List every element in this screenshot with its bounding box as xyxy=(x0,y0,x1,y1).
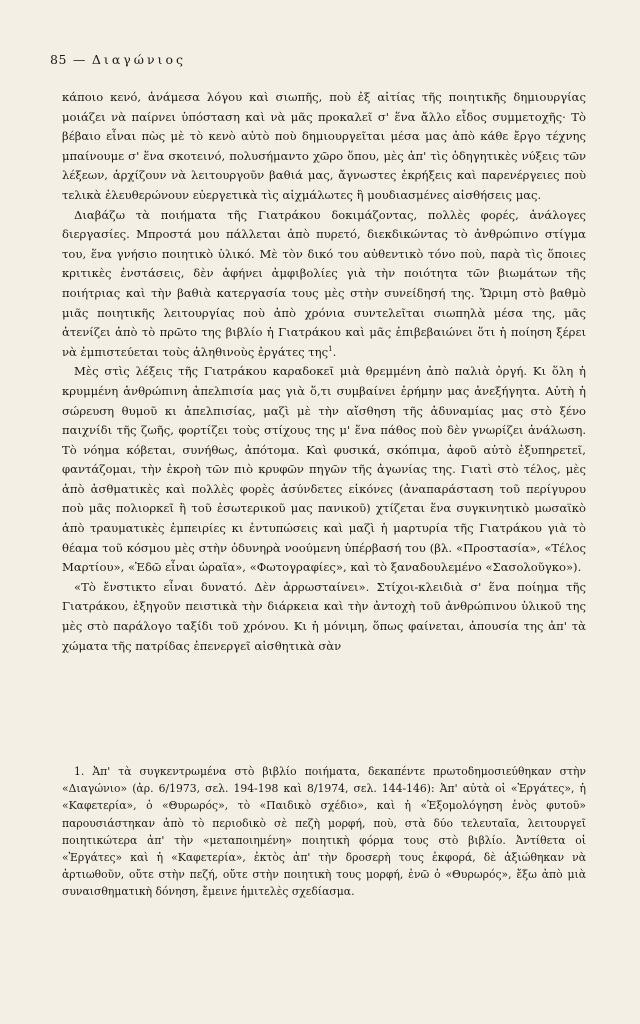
paragraph-1: κάποιο κενό, ἀνάμεσα λόγου καὶ σιωπῆς, ποὺ ἐξ αἰτίας τῆς ποιητικῆς δημιουργίας μοιάζει νὰ παίρνει ὑπόσταση καὶ νὰ μᾶς προκαλεῖ σ' ἕνα ἄλλο εἶδος συμμετοχῆς· Τὸ βέβαιο εἶναι πὼς μὲ τὸ κενὸ αὐτὸ ποὺ δημιουργεῖται μέσα μας ἀπὸ κάθε ἔργο τέχνης μπαίνουμε σ' ἕνα σκοτεινό, πολυσήμαντο χῶρο ὅπου, μὲς ἀπ' τὶς ὁδηγητικὲς νύξεις τῶν λέξεων, ἀρχίζουν νὰ λειτουργοῦν βαθιά μας, ἄγνωστες ἐκρήξεις καὶ παρενέργειες ποὺ τελικὰ ἐλευθερώνουν εὐεργετικὰ τὶς αἰχμάλωτες ἢ μουδιασμένες αἰσθήσεις μας. xyxy=(62,90,586,202)
footnote-section xyxy=(62,763,586,901)
paragraph-3: Μὲς στὶς λέξεις τῆς Γιατράκου καραδοκεῖ μιὰ θρεμμένη ἀπὸ παλιὰ ὀργή. Κι ὅλη ἡ κρυμμένη ἀνθρώπινη ἀπελπισία μας γιὰ ὅ,τι συμβαίνει ἐρήμην μας ἀνεξήγητα. Αὐτὴ ἡ σώρευση θυμοῦ κι ἀπελπισίας, μαζὶ μὲ τὴν αἴσθηση τῆς ἀδυναμίας μας στὸ ξένο παιχνίδι τῆς ζωῆς, φορτίζει τοὺς στίχους της μ' ἕνα πάθος ποὺ δὲν γνωρίζει ἀνάλωση. Τὸ νόημα κόβεται, συνήθως, ἀπότομα. Καὶ φυσικά, σκόπιμα, ἀφοῦ αὐτὸ ἐξυπηρετεῖ, φαντάζομαι, τὴν ἐκροὴ τῶν πιὸ κρυφῶν πηγῶν τῆς ἀγωνίας της. Γιατὶ στὸ τέλος, μὲς ἀπὸ ἀσθματικὲς καὶ πολλὲς φορὲς ἀσύνδετες εἰκόνες (ἀναπαράσταση τοῦ περίγυρου ποὺ μᾶς πολιορκεῖ ἢ τοῦ ἐσωτερικοῦ μας πανικοῦ) χτίζεται ἕνα συγκινητικὸ μωσαϊκὸ ἀπὸ τραυματικὲς ἐμπειρίες κι ἐντυπώσεις καὶ μαζὶ ἡ μαρτυρία τῆς Γιατράκου γιὰ τὸ θέαμα τοῦ κόσμου μὲς στὴν ὀδυνηρὰ νοούμενη ὑπέρβασή του (βλ. «Προστασία», «Τέλος Μαρτίου», «Ἐδῶ εἶναι ὡραῖα», «Φωτογραφίες», καὶ τὸ ξαναδουλεμένο «Σασολοῦγκο»). xyxy=(62,364,586,575)
page-number: 85 xyxy=(50,52,67,67)
paragraph-2-text: Διαβάζω τὰ ποιήματα τῆς Γιατράκου δοκιμάζοντας, πολλὲς φορές, ἀνάλογες διεργασίες. Μπροστά μου πάλλεται ἀπὸ πυρετό, διεκδικώντας τὸ ἀνθρώπινο στίγμα του, ἕνα γνήσιο ποιητικὸ ὑλικό. Μὲ τὸν δικό του αὐθεντικὸ τόνο ποὺ, παρὰ τὶς ὅποιες κριτικὲς ἐνστάσεις, δὲν ἀφήνει ἀμφιβολίες γιὰ τὴν ποιότητα τῶν βιωμάτων τῆς ποιήτριας καὶ τὴν βαθιὰ κατεργασία τους μὲς στὴν συνείδησή της. Ὥριμη στὸ βαθμὸ μιᾶς ποιητικῆς λειτουργίας ποὺ ἀπὸ χρόνια συντελεῖται σιωπηλὰ μέσα της, μᾶς ἀτενίζει ἀπὸ τὸ πρῶτο της βιβλίο ἡ Γιατράκου καὶ μᾶς ἐπιβεβαιώνει ὅτι ἡ ποίηση ξέρει νὰ ἐμπιστεύεται τοὺς ἀληθινοὺς ἐργάτες της xyxy=(62,207,586,359)
paragraph-4: «Τὸ ἔνστικτο εἶναι δυνατό. Δὲν ἀρρωσταίνει». Στίχοι-κλειδιὰ σ' ἕνα ποίημα τῆς Γιατράκου, ἐξηγοῦν πειστικὰ τὴν διάρκεια καὶ τὴν ἀντοχὴ τοῦ ἀνθρώπινου ὑλικοῦ της μὲς στὸ παράλογο ταξίδι τοῦ χρόνου. Κι ἡ μόνιμη, ὅπως φαίνεται, ἀπουσία της ἀπ' τὰ χώματα τῆς πατρίδας ἐπενεργεῖ αἰσθητικὰ σὰν xyxy=(62,579,586,653)
paragraph-2: Διαβάζω τὰ ποιήματα τῆς Γιατράκου δοκιμάζοντας, πολλὲς φορές, ἀνάλογες διεργασίες. Μπροστά μου πάλλεται ἀπὸ πυρετό, διεκδικώντας τὸ ἀνθρώπινο στίγμα του, ἕνα γνήσιο ποιητικὸ ὑλικό. Μὲ τὸν δικό του αὐθεντικὸ τόνο ποὺ, παρὰ τὶς ὅποιες κριτικὲς ἐνστάσεις, δὲν ἀφήνει ἀμφιβολίες γιὰ τὴν ποιότητα τῶν βιωμάτων τῆς ποιήτριας καὶ τὴν βαθιὰ κατεργασία τους μὲς στὴν συνείδησή της. Ὥριμη στὸ βαθμὸ μιᾶς ποιητικῆς λειτουργίας ποὺ ἀπὸ χρόνια συντελεῖται σιωπηλὰ μέσα της, μᾶς ἀτενίζει ἀπὸ τὸ πρῶτο της βιβλίο ἡ Γιατράκου καὶ μᾶς ἐπιβεβαιώνει ὅτι ἡ ποίηση ξέρει νὰ ἐμπιστεύεται τοὺς ἀληθινοὺς ἐργάτες της$^1$. xyxy=(62,207,586,359)
footnote-text: 1. Ἀπ' τὰ συγκεντρωμένα στὸ βιβλίο ποιήματα, δεκαπέντε πρωτοδημοσιεύθηκαν στὴν «Διαγώνιο» (ἀρ. 6/1973, σελ. 194-198 καὶ 8/1974, σελ. 144-146): Ἀπ' αὐτὰ οἱ «Ἐργάτες», ἡ «Καφετερία», ὁ «Θυρωρός», τὸ «Παιδικὸ σχέδιο», καὶ ἡ «Ἐξομολόγηση ἑνὸς φυτοῦ» παρουσιάστηκαν ἀπὸ τὸ περιοδικὸ σὲ πεζὴ μορφή, ποὺ, στὰ δύο τελευταῖα, λειτουργεῖ ποιητικώτερα ἀπ' τὴν «μεταποιημένη» ποιητικὴ φόρμα τους στὸ βιβλίο. Ἀντίθετα οἱ «Ἐργάτες» καὶ ἡ «Καφετερία», ἐκτὸς ἀπ' τὴν δροσερὴ τους ἐκφορά, δὲ ἀξιώθηκαν νὰ ἀρτιωθοῦν, οὔτε στὴν πεζή, οὔτε στὴν ποιητικὴ τους μορφή, ἐνῶ ὁ «Θυρωρός», ἔξω ἀπὸ μιὰ συναισθηματικὴ δόνηση, ἔμεινε ἡμιτελὲς σχεδίασμα. xyxy=(62,765,586,899)
header-separator: — xyxy=(72,52,86,67)
running-header xyxy=(50,52,186,67)
footnote-reference: 1 xyxy=(328,344,333,353)
journal-title: Διαγώνιος xyxy=(91,52,186,67)
main-text xyxy=(62,88,586,656)
